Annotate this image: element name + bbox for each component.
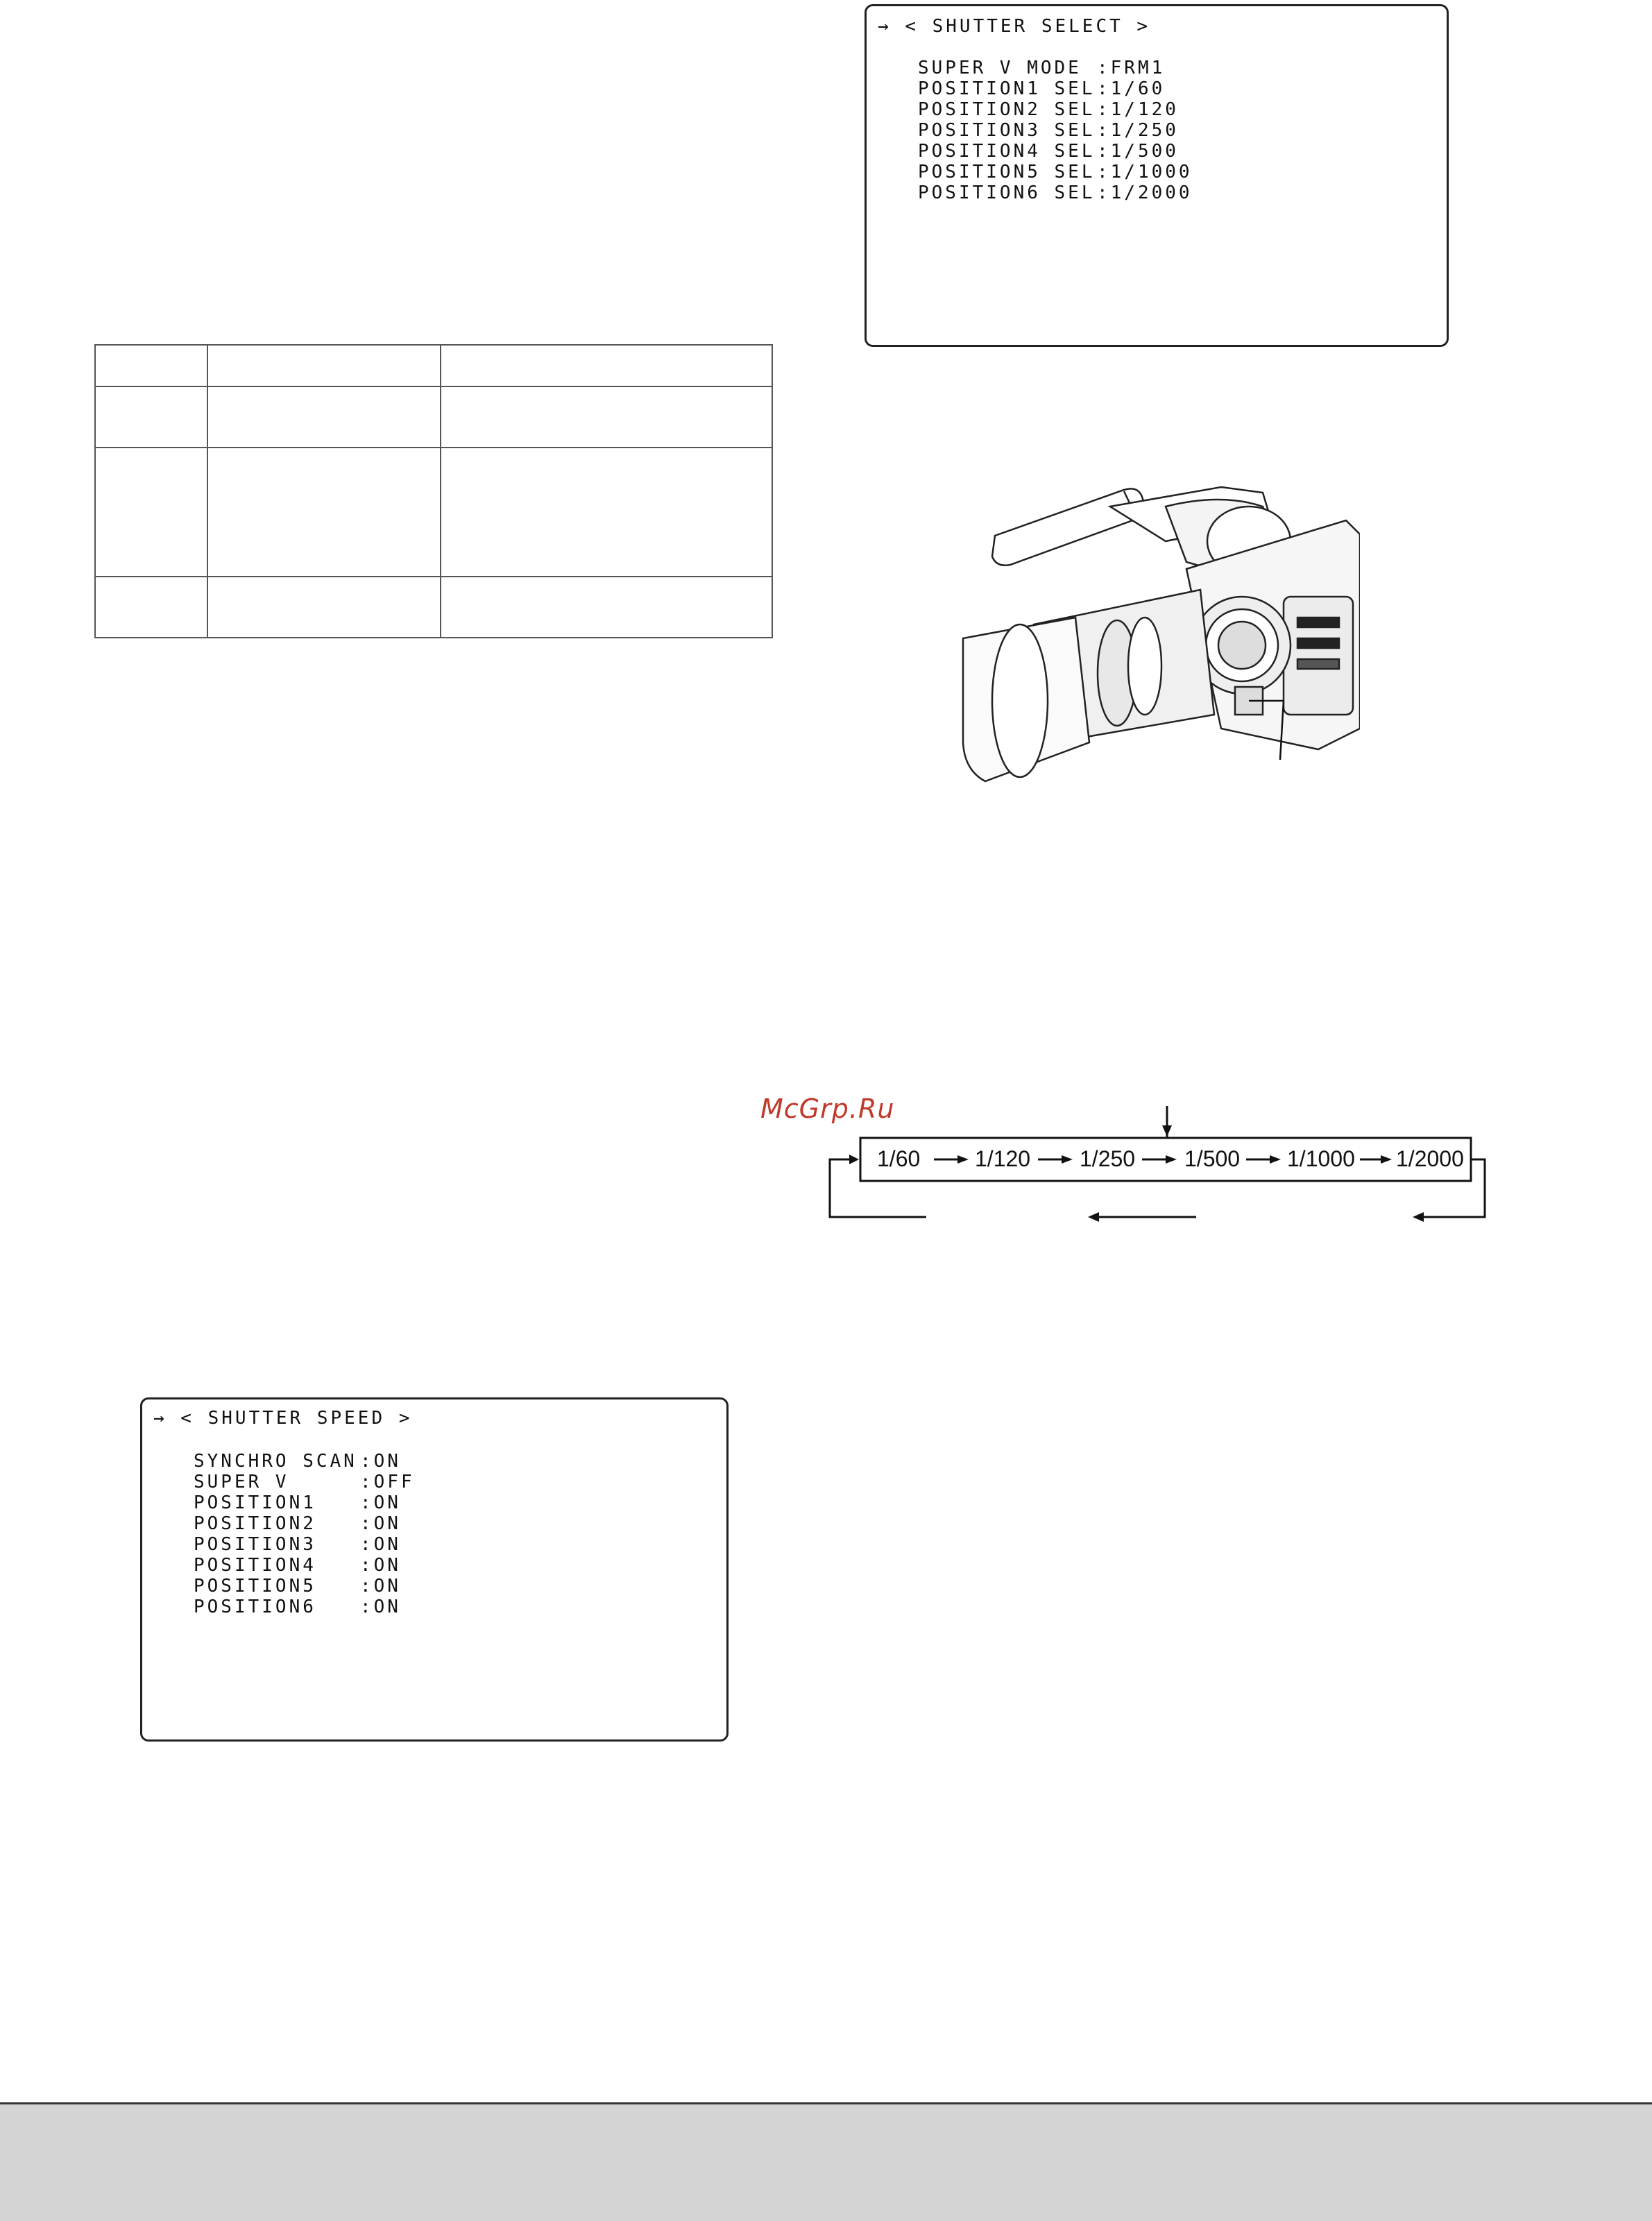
menu-title: → < SHUTTER SELECT > — [878, 16, 1151, 37]
menu-item: POSITION1 SEL :1/60 — [918, 78, 1166, 99]
menu-item: POSITION1 :ON — [194, 1492, 401, 1513]
menu-item: POSITION6 :ON — [194, 1597, 401, 1617]
menu-item: POSITION5 :ON — [194, 1576, 401, 1597]
settings-table — [94, 344, 773, 638]
menu-item: POSITION6 SEL :1/2000 — [918, 182, 1193, 203]
shutter-speed-menu — [140, 1397, 729, 1742]
table-cell — [441, 577, 772, 638]
menu-item: POSITION2 SEL :1/120 — [918, 99, 1179, 120]
menu-item: SUPER V MODE :FRM1 — [918, 58, 1166, 78]
menu-item: POSITION5 SEL :1/1000 — [918, 162, 1193, 182]
table-cell — [207, 345, 441, 386]
menu-title: → < SHUTTER SPEED > — [153, 1408, 413, 1429]
watermark: McGrp.Ru — [760, 1094, 895, 1124]
menu-item: SUPER V :OFF — [194, 1472, 415, 1492]
table-cell — [207, 448, 441, 577]
menu-item: POSITION3 SEL :1/250 — [918, 120, 1179, 141]
shutter-value: 1/1000 — [1287, 1146, 1355, 1171]
table-cell — [95, 448, 207, 577]
shutter-value: 1/2000 — [1396, 1146, 1464, 1171]
table-cell — [207, 577, 441, 638]
table-cell — [441, 386, 772, 448]
table-cell — [95, 345, 207, 386]
menu-item: POSITION2 :ON — [194, 1513, 401, 1534]
shutter-value: 1/250 — [1080, 1146, 1136, 1171]
menu-item: SYNCHRO SCAN :ON — [194, 1451, 401, 1472]
menu-item: POSITION4 SEL :1/500 — [918, 141, 1179, 162]
table-cell — [95, 577, 207, 638]
table-cell — [441, 345, 772, 386]
shutter-value: 1/120 — [975, 1146, 1031, 1171]
shutter-select-menu — [865, 4, 1449, 347]
camera-illustration — [957, 479, 1360, 798]
shutter-value: 1/60 — [877, 1146, 921, 1171]
table-cell — [207, 386, 441, 448]
menu-item: POSITION3 :ON — [194, 1534, 401, 1555]
footer-band — [0, 2102, 1652, 2221]
menu-item: POSITION4 :ON — [194, 1555, 401, 1576]
table-cell — [441, 448, 772, 577]
shutter-value: 1/500 — [1184, 1146, 1241, 1171]
table-cell — [95, 386, 207, 448]
